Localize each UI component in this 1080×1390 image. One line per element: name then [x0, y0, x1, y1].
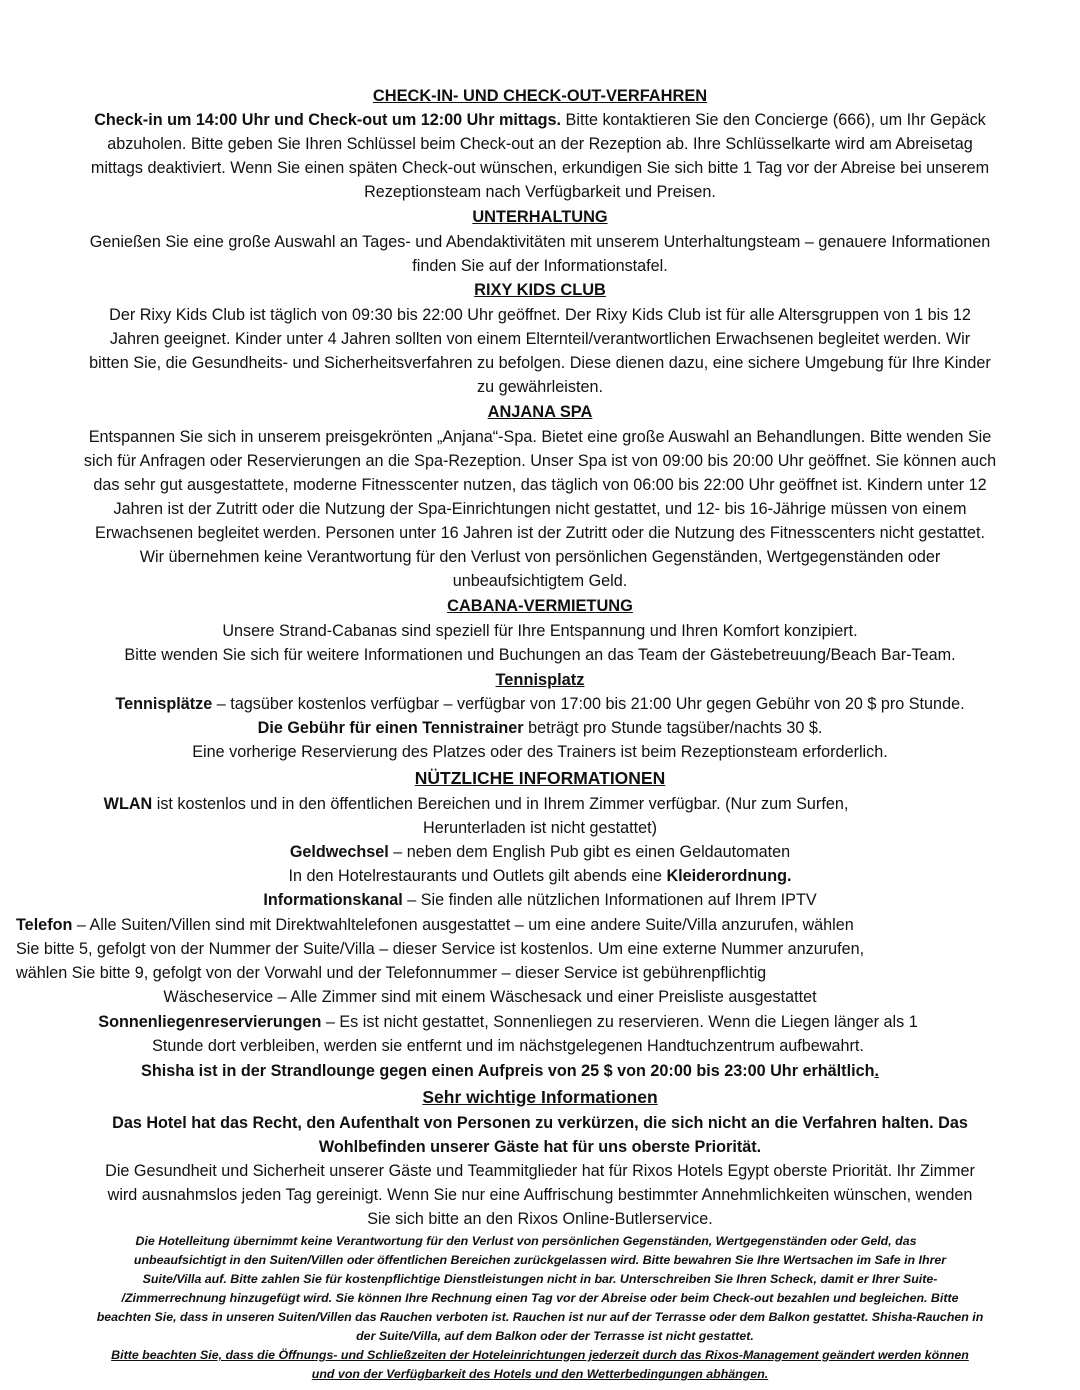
spa-heading: ANJANA SPA — [487, 403, 593, 421]
tennis-line-3: Eine vorherige Reservierung des Platzes oder des Trainers ist beim Rezeptionsteam erforderlich. — [192, 743, 888, 761]
disclaimer-line-4: /Zimmerrechnung hinzugefügt wird. Sie können Ihre Rechnung einen Tag vor der Abreise oder beim Check-out bezahlen und begleichen. Bitte — [121, 1291, 959, 1305]
checkin-heading: CHECK-IN- UND CHECK-OUT-VERFAHREN — [372, 87, 708, 105]
spa-line-1: Entspannen Sie sich in unserem preisgekrönten „Anjana“-Spa. Bietet eine große Auswahl an Behandlungen. Bitte wenden Sie — [88, 428, 992, 446]
checkin-line-4: Rezeptionsteam nach Verfügbarkeit und Preisen. — [364, 183, 716, 201]
important-heading: Sehr wichtige Informationen — [422, 1087, 658, 1107]
tennis-line-2: Die Gebühr für einen Tennistrainer beträgt pro Stunde tagsüber/nachts 30 $. — [257, 719, 823, 737]
sunbed-line-1: Sonnenliegenreservierungen – Es ist nicht gestattet, Sonnenliegen zu reservieren. Wenn die Liegen länger als 1 — [98, 1013, 918, 1031]
disclaimer-line-2: unbeaufsichtigt in den Suiten/Villen oder öffentlichen Bereichen zurückgelassen wird. Bitte bewahren Sie Ihre Wertsachen im Safe in Ihrer — [133, 1253, 947, 1267]
spa-line-6: Wir übernehmen keine Verantwortung für den Verlust von persönlichen Gegenständen, Wertgegenständen oder — [139, 548, 941, 566]
checkin-line-1: Check-in um 14:00 Uhr und Check-out um 12:00 Uhr mittags. Bitte kontaktieren Sie den Concierge (666), um Ihr Gepäck — [94, 111, 986, 129]
kids-line-4: zu gewährleisten. — [477, 378, 603, 396]
important-bold-line-2: Wohlbefinden unserer Gäste hat für uns oberste Priorität. — [318, 1138, 762, 1156]
checkin-line-2: abzuholen. Bitte geben Sie Ihren Schlüssel beim Check-out an der Rezeption ab. Ihre Schlüsselkarte wird am Abreisetag — [107, 135, 973, 153]
shisha-line: Shisha ist in der Strandlounge gegen einen Aufpreis von 25 $ von 20:00 bis 23:00 Uhr erhältlich. — [141, 1062, 879, 1080]
wlan-line-2: Herunterladen ist nicht gestattet) — [423, 819, 657, 837]
phone-line-2: Sie bitte 5, gefolgt von der Nummer der Suite/Villa – dieser Service ist kostenlos. Um eine externe Nummer anzurufen, — [16, 940, 865, 958]
disclaimer-note-line-2: und von der Verfügbarkeit des Hotels und den Wetterbedingungen abhängen. — [311, 1367, 769, 1381]
spa-line-2: sich für Anfragen oder Reservierungen an die Spa-Rezeption. Unser Spa ist von 09:00 bis 20:00 Uhr geöffnet. Sie können auch — [83, 452, 997, 470]
disclaimer-line-1: Die Hotelleitung übernimmt keine Verantwortung für den Verlust von persönlichen Gegenständen, Wertgegenständen oder Geld, das — [135, 1234, 917, 1248]
kids-line-2: Jahren geeignet. Kinder unter 4 Jahren sollten von einem Elternteil/verantwortlichen Erwachsenen begleitet werden. Wir — [109, 330, 971, 348]
spa-line-7: unbeaufsichtigtem Geld. — [452, 572, 628, 590]
useful-heading: NÜTZLICHE INFORMATIONEN — [414, 768, 666, 788]
tennis-line-1: Tennisplätze – tagsüber kostenlos verfügbar – verfügbar von 17:00 bis 21:00 Uhr gegen Gebühr von 20 $ pro Stunde. — [115, 695, 965, 713]
dresscode-line: In den Hotelrestaurants und Outlets gilt abends eine Kleiderordnung. — [288, 867, 792, 885]
disclaimer-note-line-1: Bitte beachten Sie, dass die Öffnungs- und Schließzeiten der Hoteleinrichtungen jederzeit durch das Rixos-Management geändert werden können — [111, 1348, 969, 1362]
entertainment-heading: UNTERHALTUNG — [472, 208, 608, 226]
important-bold-line-1: Das Hotel hat das Recht, den Aufenthalt von Personen zu verkürzen, die sich nicht an die Verfahren halten. Das — [112, 1114, 968, 1132]
laundry-line: Wäscheservice – Alle Zimmer sind mit einem Wäschesack und einer Preisliste ausgestattet — [163, 988, 817, 1006]
tennis-heading: Tennisplatz — [495, 671, 585, 689]
important-line-3: Sie sich bitte an den Rixos Online-Butlerservice. — [367, 1210, 713, 1228]
important-line-2: wird ausnahmslos jeden Tag gereinigt. Wenn Sie nur eine Auffrischung bestimmter Annehmlichkeiten wünschen, wenden — [107, 1186, 973, 1204]
spa-line-4: Jahren ist der Zutritt oder die Nutzung der Spa-Einrichtungen nicht gestattet, und 12- bis 16-Jährige müssen von einem — [113, 500, 967, 518]
spa-line-3: das sehr gut ausgestattete, moderne Fitnesscenter nutzen, das täglich von 06:00 bis 22:00 Uhr geöffnet ist. Kindern unter 12 — [93, 476, 987, 494]
wlan-line-1: WLAN ist kostenlos und in den öffentlichen Bereichen und in Ihrem Zimmer verfügbar. (Nur zum Surfen, — [103, 795, 849, 813]
kids-line-1: Der Rixy Kids Club ist täglich von 09:30 bis 22:00 Uhr geöffnet. Der Rixy Kids Club ist für alle Altersgruppen von 1 bis 12 — [109, 306, 971, 324]
phone-line-1: Telefon – Alle Suiten/Villen sind mit Direktwahltelefonen ausgestattet – um eine andere Suite/Villa anzurufen, wählen — [16, 916, 854, 934]
disclaimer-line-3: Suite/Villa auf. Bitte zahlen Sie für kostenpflichtige Dienstleistungen nicht in bar. Unterschreiben Sie Ihren Scheck, damit er Ihrer Suite- — [142, 1272, 938, 1286]
sunbed-line-2: Stunde dort verbleiben, werden sie entfernt und im nächstgelegenen Handtuchzentrum aufbewahrt. — [152, 1037, 864, 1055]
entertainment-line-1: Genießen Sie eine große Auswahl an Tages- und Abendaktivitäten mit unserem Unterhaltungsteam – genauere Informationen — [89, 233, 991, 251]
spa-line-5: Erwachsenen begleitet werden. Personen unter 16 Jahren ist der Zutritt oder die Nutzung des Fitnesscenters nicht gestattet. — [95, 524, 985, 542]
disclaimer-line-6: der Suite/Villa, auf dem Balkon oder der Terrasse ist nicht gestattet. — [356, 1329, 754, 1343]
kids-heading: RIXY KIDS CLUB — [474, 281, 606, 299]
kids-line-3: bitten Sie, die Gesundheits- und Sicherheitsverfahren zu befolgen. Diese dienen dazu, eine sichere Umgebung für Ihre Kinder — [89, 354, 991, 372]
cabana-line-1: Unsere Strand-Cabanas sind speziell für Ihre Entspannung und Ihren Komfort konzipiert. — [222, 622, 858, 640]
checkin-line-3: mittags deaktiviert. Wenn Sie einen späten Check-out wünschen, erkundigen Sie sich bitte 1 Tag vor der Abreise bei unserem — [90, 159, 990, 177]
checkin-times: Check-in um 14:00 Uhr und Check-out um 12:00 Uhr mittags. — [94, 111, 562, 129]
disclaimer-line-5: beachten Sie, dass in unseren Suiten/Villen das Rauchen verboten ist. Rauchen ist nur auf der Terrasse oder dem Balkon gestattet. Shisha-Rauchen in — [96, 1310, 984, 1324]
entertainment-line-2: finden Sie auf der Informationstafel. — [412, 257, 668, 275]
important-line-1: Die Gesundheit und Sicherheit unserer Gäste und Teammitglieder hat für Rixos Hotels Egypt oberste Priorität. Ihr Zimmer — [105, 1162, 975, 1180]
cabana-heading: CABANA-VERMIETUNG — [447, 597, 633, 615]
exchange-line: Geldwechsel – neben dem English Pub gibt es einen Geldautomaten — [289, 843, 791, 861]
phone-line-3: wählen Sie bitte 9, gefolgt von der Vorwahl und der Telefonnummer – dieser Service ist gebührenpflichtig — [16, 964, 767, 982]
cabana-line-2: Bitte wenden Sie sich für weitere Informationen und Buchungen an das Team der Gästebetreuung/Beach Bar-Team. — [124, 646, 956, 664]
info-channel-line: Informationskanal – Sie finden alle nützlichen Informationen auf Ihrem IPTV — [263, 891, 817, 909]
